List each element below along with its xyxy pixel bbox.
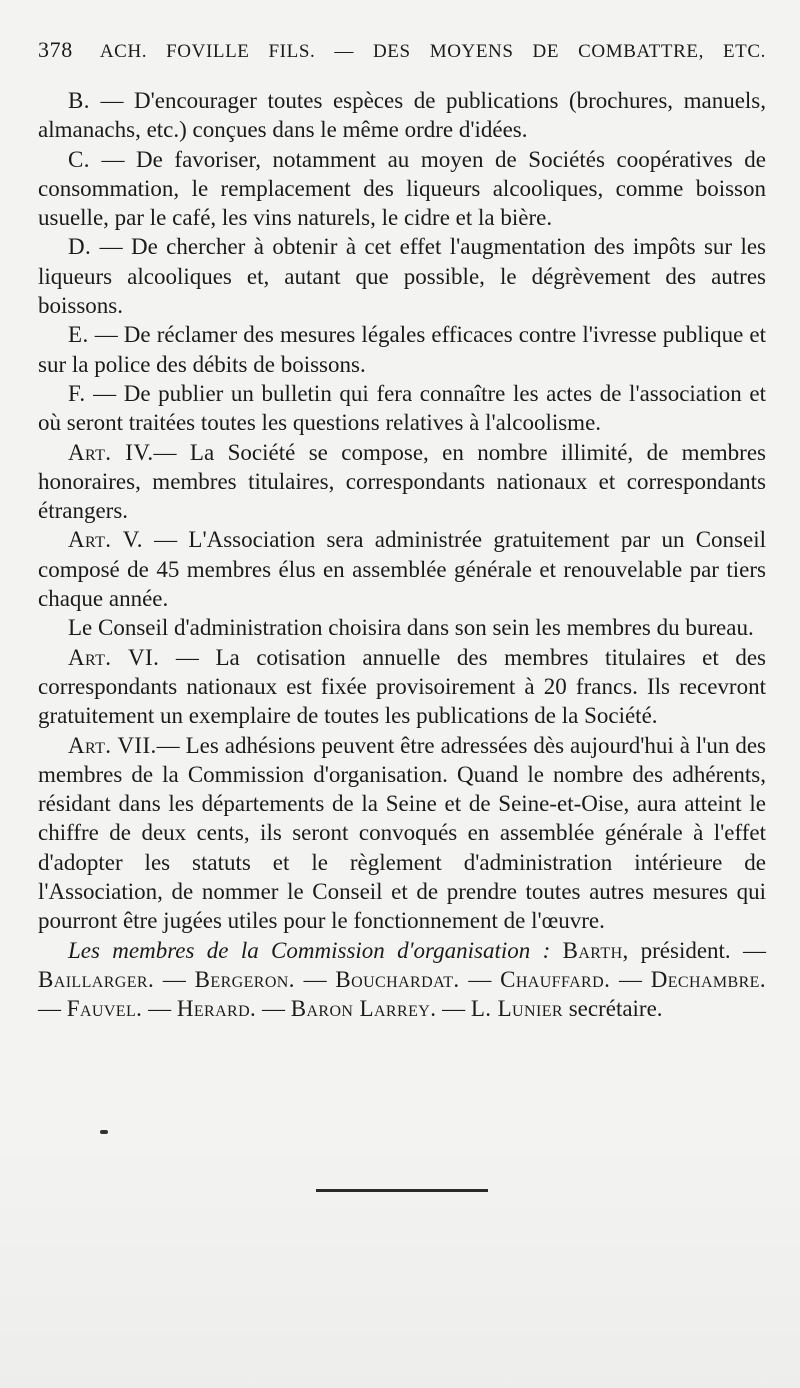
paragraph-text: — De chercher à obtenir à cet effet l'augmentation des impôts sur les liqueurs alcooliques et, autant que possible, le dégrèvement des autres boissons.: [38, 234, 766, 319]
paragraph-label: C.: [68, 146, 90, 172]
body-text: [38, 86, 766, 1024]
paragraph-text: — D'encourager toutes espèces de publications (brochures, manuels, almanachs, etc.) conçues dans le même ordre d'idées.: [38, 88, 766, 143]
secretary-role: secrétaire.: [562, 996, 663, 1022]
article-label: Art. V.: [68, 527, 143, 553]
article-text: — Les adhésions peuvent être adressées dès aujourd'hui à l'un des membres de la Commission d'organisation. Quand le nombre des adhérents, résidant dans les départements de la Seine et de Seine-et-Oise, aura atteint le chiffre de deux cents, ils seront convoqués en assemblée générale à l'effet d'adopter les statuts et le règlement d'administration intérieure de l'Association, de nommer le Conseil et de prendre toutes autres mesures qui pourront être jugées utiles pour le fonctionnement de l'œuvre.: [38, 732, 766, 934]
member-name: Fauvel.: [66, 996, 143, 1022]
signature-separator: —: [142, 996, 177, 1022]
signature-separator: —: [154, 966, 195, 992]
signature-separator: —: [436, 996, 471, 1022]
member-name: Bouchardat.: [335, 966, 460, 992]
ornament-dot: [100, 1130, 108, 1134]
article-text: — L'Association sera administrée gratuitement par un Conseil composé de 45 membres élus en assemblée générale et renouvelable par tiers chaque année.: [38, 527, 766, 612]
president-name: Barth: [562, 937, 623, 963]
article-v-continued: [38, 613, 766, 642]
article-label: Art. IV.: [68, 439, 154, 465]
paragraph-text: — De favoriser, notamment au moyen de Sociétés coopératives de consommation, le remplacement des liqueurs alcooliques, comme boisson usuelle, par le café, les vins naturels, le cidre et la bière.: [38, 146, 766, 231]
paragraph-text: Le Conseil d'administration choisira dans son sein les membres du bureau.: [68, 615, 754, 641]
member-name: Chauffard.: [500, 966, 611, 992]
paragraph-d: [38, 232, 766, 320]
article-text: — La cotisation annuelle des membres titulaires et des correspondants nationaux est fixée provisoirement à 20 francs. Ils recevront gratuitement un exemplaire de toutes les publications de la Société.: [38, 644, 767, 729]
signature-separator: —: [38, 996, 67, 1022]
paragraph-label: E.: [68, 322, 89, 348]
member-name: Baillarger.: [38, 966, 155, 992]
running-title: ACH. FOVILLE FILS. — DES MOYENS DE COMBATTRE, ETC.: [99, 41, 766, 62]
paragraph-text: — De publier un bulletin qui fera connaître les actes de l'association et où seront traitées toutes les questions relatives à l'alcoolisme.: [38, 380, 766, 436]
article-iv: [38, 438, 766, 526]
signature-separator: —: [730, 937, 767, 963]
signature-separator: —: [294, 966, 336, 992]
paper-shading: [0, 1135, 800, 1388]
member-name: L. Lunier: [470, 996, 563, 1022]
paragraph-text: — De réclamer des mesures légales efficaces contre l'ivresse publique et sur la police des débits de boissons.: [38, 322, 766, 377]
paragraph-f: [38, 379, 766, 438]
signature-separator: —: [459, 966, 501, 992]
member-name: Baron Larrey.: [290, 996, 437, 1022]
paragraph-c: [38, 145, 766, 233]
article-text: — La Société se compose, en nombre illimité, de membres honoraires, membres titulaires, correspondants nationaux et correspondants étrangers.: [38, 439, 766, 524]
page-number: 378: [38, 37, 73, 62]
article-label: Art. VII.: [68, 732, 157, 758]
member-name: Herard.: [176, 996, 257, 1022]
paragraph-e: [38, 320, 766, 379]
article-vi: [38, 643, 766, 731]
running-head: [38, 38, 766, 64]
signatures-intro: Les membres de la Commission d'organisation :: [68, 937, 551, 963]
member-name: Bergeron.: [194, 966, 295, 992]
signatures: [38, 936, 766, 1024]
article-label: Art. VI.: [68, 644, 160, 670]
paragraph-label: B.: [68, 88, 90, 113]
signature-separator: —: [610, 966, 651, 992]
paragraph-label: F.: [68, 380, 86, 406]
paragraph-label: D.: [68, 234, 92, 260]
signature-separator: —: [256, 996, 291, 1022]
paragraph-b: [38, 86, 766, 145]
article-vii: [38, 731, 766, 936]
article-v: [38, 525, 766, 613]
member-name: Dechambre.: [650, 966, 766, 992]
president-role: , président.: [622, 937, 731, 963]
